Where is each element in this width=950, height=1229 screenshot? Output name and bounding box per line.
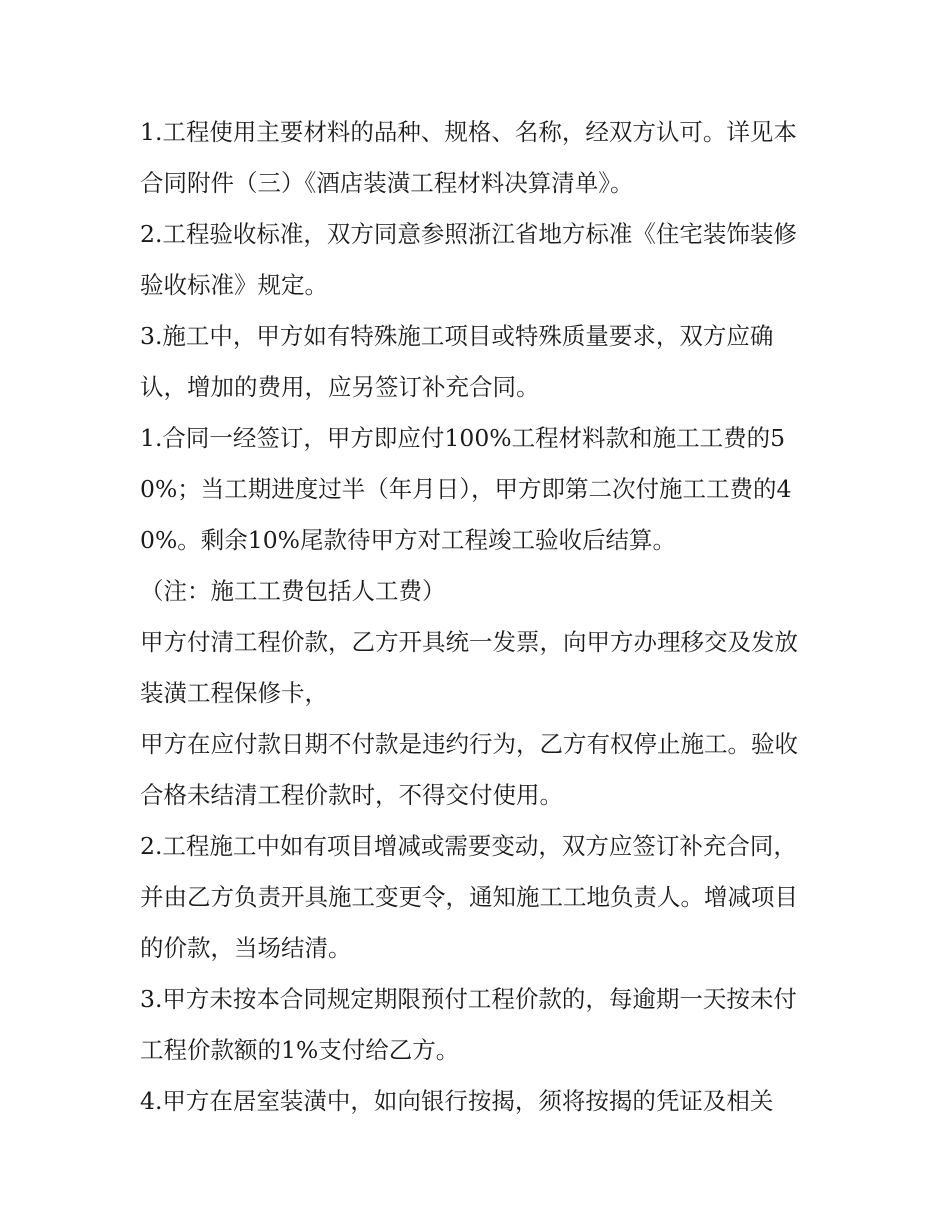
paragraph-payment-schedule: 1.合同一经签订，甲方即应付100%工程材料款和施工工费的50%；当工期进度过半（年月日），甲方即第二次付施工工费的40%。剩余10%尾款待甲方对工程竣工验收后结算。 bbox=[140, 424, 792, 554]
paragraph-acceptance-standard: 2.工程验收标准，双方同意参照浙江省地方标准《住宅装饰装修验收标准》规定。 bbox=[140, 220, 797, 299]
paragraph-materials: 1.工程使用主要材料的品种、规格、名称，经双方认可。详见本合同附件（三）《酒店装潢工程材料决算清单》。 bbox=[140, 118, 797, 197]
paragraph-note: （注：施工工费包括人工费） bbox=[140, 577, 446, 605]
paragraph-special-requirements: 3.施工中，甲方如有特殊施工项目或特殊质量要求，双方应确认，增加的费用，应另签订补充合同。 bbox=[140, 322, 774, 401]
document-body bbox=[140, 107, 820, 1127]
paragraph-invoice-handover: 甲方付清工程价款，乙方开具统一发票，向甲方办理移交及发放装潢工程保修卡， bbox=[140, 628, 798, 707]
paragraph-changes: 2.工程施工中如有项目增减或需要变动，双方应签订补充合同，并由乙方负责开具施工变更令，通知施工工地负责人。增减项目的价款，当场结清。 bbox=[140, 832, 798, 962]
paragraph-late-payment: 甲方在应付款日期不付款是违约行为，乙方有权停止施工。验收合格未结清工程价款时，不得交付使用。 bbox=[140, 730, 798, 809]
paragraph-mortgage: 4.甲方在居室装潢中，如向银行按揭，须将按揭的凭证及相关 bbox=[140, 1087, 774, 1115]
paragraph-penalty: 3.甲方未按本合同规定期限预付工程价款的，每逾期一天按未付工程价款额的1%支付给乙方。 bbox=[140, 985, 797, 1064]
